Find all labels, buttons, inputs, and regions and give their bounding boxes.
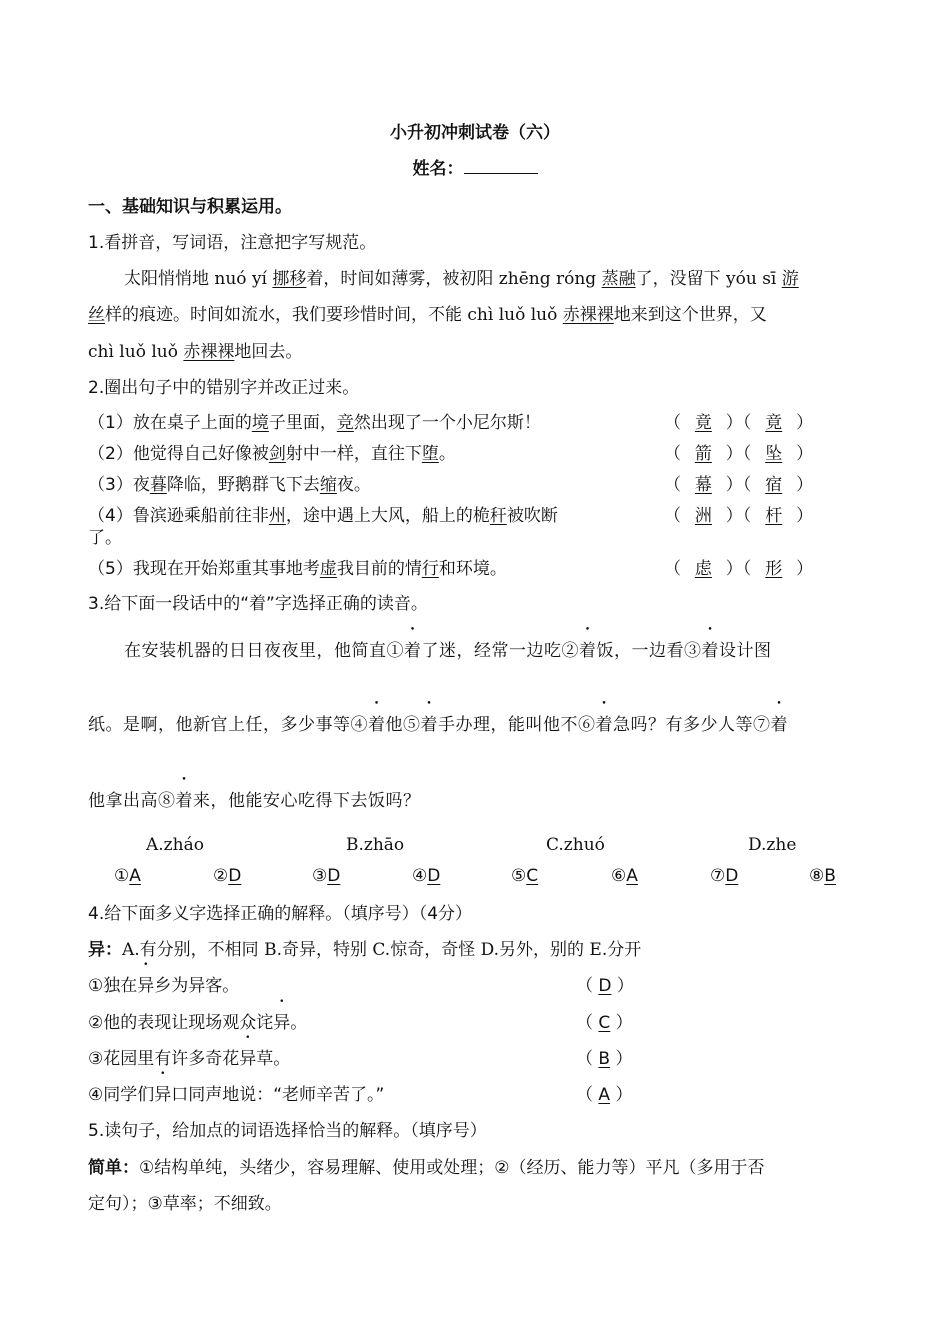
q3-option-a: A.zháo — [146, 835, 204, 855]
q5-definitions-line2: 定句）；③草率；不细致。 — [88, 1194, 282, 1214]
q4-answer-1: （ D ） — [576, 976, 634, 996]
name-label: 姓名： — [412, 159, 464, 179]
q1-answer-4: 赤裸裸 — [562, 305, 614, 325]
q5-title: 5.读句子，给加点的词语选择恰当的解释。（填序号） — [88, 1121, 487, 1141]
q4-answer-3: （ B ） — [576, 1049, 633, 1069]
q3-option-c: C.zhuó — [546, 835, 605, 855]
q2-item-4-cont: 了。 — [88, 528, 122, 548]
q3-option-b: B.zhāo — [346, 835, 405, 855]
q1-answer-1: 挪移 — [272, 269, 307, 289]
q3-answer-8: ⑧B — [809, 866, 836, 886]
q1-answer-5: 赤裸裸 — [183, 342, 235, 362]
q5-definitions-line1: 简单：①结构单纯，头绪少，容易理解、使用或处理；②（经历、能力等）平凡（多用于否 — [88, 1158, 765, 1178]
q3-answer-7: ⑦D — [710, 866, 739, 886]
q2-answer-3: （ 幕 ）（ 宿 ） — [664, 475, 814, 495]
q3-option-d: D.zhe — [748, 835, 797, 855]
q2-item-3: （3）夜暮降临，野鹅群飞下去缩夜。 — [88, 475, 371, 495]
q1-line3: chì luǒ luǒ 赤裸裸地回去。 — [88, 342, 303, 362]
q4-title: 4.给下面多义字选择正确的解释。（填序号）（4分） — [88, 904, 473, 924]
q4-item-1: ①独在异乡为异客。 — [88, 976, 240, 996]
q2-item-5: （5）我现在开始郑重其事地考虚我目前的情行和环境。 — [88, 559, 507, 579]
q3-answer-5: ⑤C — [511, 866, 539, 886]
page-title: 小升初冲刺试卷（六） — [390, 123, 560, 143]
q4-answer-2: （ C ） — [576, 1013, 633, 1033]
q1-answer-2: 蒸融 — [601, 269, 636, 289]
q3-answer-4: ④D — [412, 866, 441, 886]
q1-line2: 丝样的痕迹。时间如流水，我们要珍惜时间，不能 chì luǒ luǒ 赤裸裸地来到这个世界，又 — [88, 305, 767, 325]
q3-answer-2: ②D — [213, 866, 242, 886]
q5-word-label: 简单： — [88, 1158, 139, 1178]
q3-title: 3.给下面一段话中的“着”字选择正确的读音。 — [88, 594, 428, 614]
q4-definitions: 异：A.有分别，不相同 B.奇异，特别 C.惊奇，奇怪 D.另外，别的 E.分开 — [88, 940, 642, 960]
q2-answer-4: （ 洲 ）（ 杆 ） — [664, 506, 814, 526]
q2-answer-2: （ 箭 ）（ 坠 ） — [664, 444, 814, 464]
name-field — [0, 154, 950, 179]
q2-item-4: （4）鲁滨逊乘船前往非州，途中遇上大风，船上的桅秆被吹断 — [88, 506, 558, 526]
q2-item-1: （1）放在桌子上面的境子里面，竞然出现了一个小尼尔斯！ — [88, 413, 541, 433]
q3-line1: 在安装机器的日日夜夜里，他简直①着了迷，经常一边吃②着饭，一边看③着设计图 — [124, 641, 772, 661]
q1-title: 1.看拼音，写词语，注意把字写规范。 — [88, 233, 377, 253]
q2-item-2: （2）他觉得自己好像被剑射中一样，直往下堕。 — [88, 444, 456, 464]
q4-item-3: ③花园里有许多奇花异草。 — [88, 1049, 291, 1069]
q4-item-2: ②他的表现让现场观众诧异。 — [88, 1013, 308, 1033]
q2-answer-5: （ 虑 ）（ 形 ） — [664, 559, 814, 579]
q3-line2: 纸。是啊，他新官上任，多少事等④着他⑤着手办理，能叫他不⑥着急吗？有多少人等⑦着 — [88, 715, 788, 735]
q3-answer-1: ①A — [114, 866, 141, 886]
q2-title: 2.圈出句子中的错别字并改正过来。 — [88, 378, 360, 398]
name-blank[interactable] — [464, 157, 538, 174]
q2-answer-1: （ 竟 ）（ 竟 ） — [664, 413, 814, 433]
q4-char-label: 异： — [88, 940, 122, 960]
q1-answer-3b: 丝 — [88, 305, 105, 325]
q1-answer-3a: 游 — [781, 269, 799, 289]
q3-answer-3: ③D — [312, 866, 341, 886]
q4-answer-4: （ A ） — [576, 1085, 633, 1105]
q1-line1: 太阳悄悄地 nuó yí 挪移着，时间如薄雾，被初阳 zhēng róng 蒸融了，没留下 yóu sī 游 — [124, 269, 799, 289]
q3-answer-6: ⑥A — [611, 866, 638, 886]
q3-line3: 他拿出高⑧着来，他能安心吃得下去饭吗？ — [88, 791, 421, 811]
section-heading: 一、基础知识与积累运用。 — [88, 197, 292, 217]
q4-item-4: ④同学们异口同声地说：“老师辛苦了。” — [88, 1085, 385, 1105]
